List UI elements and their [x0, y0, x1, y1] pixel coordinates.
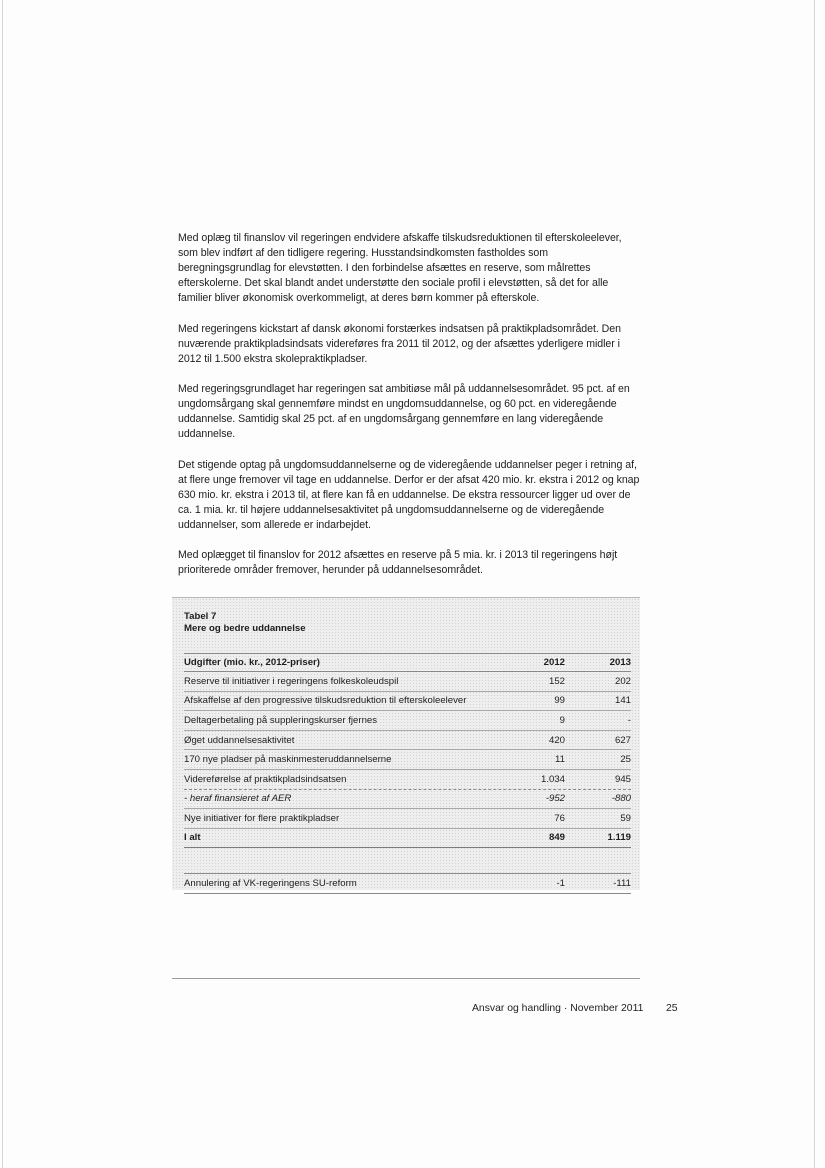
row-label: - heraf finansieret af AER [184, 793, 292, 805]
total-label: I alt [184, 832, 201, 844]
row-label: Afskaffelse af den progressive tilskudsreduktion til efterskoleelever [184, 695, 467, 707]
row-value-2013: 141 [614, 695, 631, 707]
row-label: Øget uddannelsesaktivitet [184, 734, 295, 746]
row-value-2012: -952 [545, 793, 565, 805]
extra-2013: -111 [613, 877, 631, 889]
row-value-2012: 76 [554, 812, 565, 824]
table-row [184, 731, 631, 751]
row-value-2012: 420 [548, 734, 565, 746]
row-label: Nye initiativer for flere praktikpladser [184, 812, 340, 824]
table-header [184, 653, 631, 672]
row-value-2012: 152 [548, 675, 565, 687]
row-value-2013: -880 [611, 793, 631, 805]
row-label: Reserve til initiativer i regeringens folkeskoleudspil [184, 675, 399, 687]
row-value-2013: 945 [614, 773, 631, 785]
paragraph-praktikplads: Med regeringens kickstart af dansk økonomi forstærkes indsatsen på praktikpladsområdet. Den nuværende praktikpladsindsats videreføres fra 2011 til 2012, og der afsættes yderligere midler i 2012 til 1.500 ekstra skolepraktikpladser. [178, 322, 621, 365]
table-7 [172, 597, 640, 890]
row-value-2013: - [627, 714, 631, 726]
footer-divider [172, 978, 640, 979]
body-text [178, 231, 640, 594]
paragraph-maal: Med regeringsgrundlaget har regeringen sat ambitiøse mål på uddannelsesområdet. 95 pct. af en ungdomsårgang skal gennemføre mindst en ungdomsuddannelse, og 60 pct. en videregående uddannelse. Samtidig skal 25 pct. af en ungdomsårgang gennemføre en lang videregående uddannelse. [178, 383, 630, 440]
table-title: Tabel 7 [184, 611, 217, 622]
table-extra-row [184, 873, 631, 894]
row-label: Videreførelse af praktikpladsindsatsen [184, 773, 347, 785]
table-row [184, 672, 631, 692]
table-total-row [184, 829, 631, 848]
table-row [184, 750, 631, 770]
table-row [184, 711, 631, 731]
total-2013: 1.119 [607, 832, 631, 844]
extra-2012: -1 [556, 877, 565, 889]
table-row [184, 809, 631, 829]
row-value-2013: 202 [614, 675, 631, 687]
paragraph-reserve: Med oplægget til finanslov for 2012 afsættes en reserve på 5 mia. kr. i 2013 til regeringens højt prioriterede områder fremover, herunder på uddannelsesområdet. [178, 549, 618, 576]
row-value-2013: 25 [620, 754, 631, 766]
paragraph-efterskole: Med oplæg til finanslov vil regeringen endvidere afskaffe tilskudsreduktionen til efterskoleelever, som blev indført af den tidligere regering. Husstandsindkomsten fastholdes som beregningsgrundlag for elevstøtten. I den forbindelse afsættes en reserve, som målrettes efterskolerne. Det skal blandt andet understøtte den sociale profil i elevstøtten, så det for alle familier bliver økonomisk overkommeligt, at deres børn kommer på efterskole. [178, 232, 622, 304]
page-number: 25 [666, 1003, 678, 1014]
row-value-2013: 59 [620, 812, 631, 824]
row-label: 170 nye pladser på maskinmesteruddannelserne [184, 754, 392, 766]
header-2013: 2013 [609, 657, 631, 668]
row-value-2012: 9 [559, 714, 565, 726]
row-value-2013: 627 [614, 734, 631, 746]
table-row [184, 770, 631, 790]
footer-publication: Ansvar og handling · November 2011 [472, 1003, 644, 1014]
header-2012: 2012 [543, 657, 565, 668]
table-subtitle: Mere og bedre uddannelse [184, 623, 306, 634]
row-value-2012: 11 [555, 754, 565, 766]
row-label: Deltagerbetaling på suppleringskurser fjernes [184, 714, 378, 726]
total-2012: 849 [548, 832, 565, 844]
table-row [184, 692, 631, 712]
page-edge-right [814, 0, 815, 1168]
paragraph-optag: Det stigende optag på ungdomsuddannelserne og de videregående uddannelser peger i retning af, at flere unge fremover vil tage en uddannelse. Derfor er der afsat 420 mio. kr. ekstra i 2012 og knap 630 mio. kr. ekstra i 2013 til, at flere kan få en uddannelse. De ekstra ressourcer ligger ud over de ca. 1 mia. kr. til højere uddannelsesaktivitet på ungdomsuddannelserne og de videregående uddannelser, som allerede er indarbejdet. [178, 458, 640, 531]
extra-label: Annulering af VK-regeringens SU-reform [184, 877, 357, 889]
row-value-2012: 1.034 [540, 773, 565, 785]
row-value-2012: 99 [554, 695, 565, 707]
page-edge-left [2, 0, 3, 1168]
table-row-sub [184, 790, 631, 810]
header-label: Udgifter (mio. kr., 2012-priser) [184, 657, 320, 668]
